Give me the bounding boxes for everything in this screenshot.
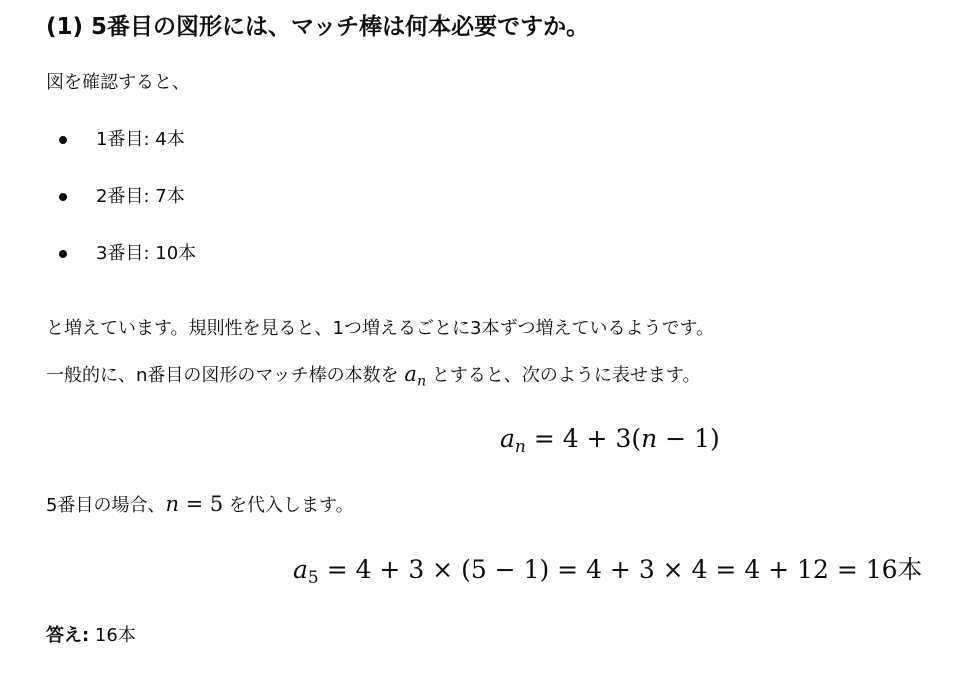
intro-text: 図を確認すると、: [46, 72, 190, 93]
answer-value: 16本: [89, 625, 136, 646]
specific-formula: $a_5 = 4 + 3 \times (5 - 1) = 4 + 3 \times 4 = 4 + 12 = 16$本: [293, 555, 923, 589]
substitution-text-post: を代入します。: [229, 495, 354, 516]
bullet-dot-icon: [59, 193, 67, 201]
bullet-dot-icon: [59, 136, 67, 144]
general-term-description: [46, 361, 700, 389]
list-item-text: 1番目: 4本: [96, 129, 185, 150]
pattern-description: と増えています。規則性を見ると、1つ増えるごとに3本ずつ増えているようです。: [46, 318, 715, 339]
general-term-text-pre: 一般的に、n番目の図形のマッチ棒の本数を: [46, 365, 399, 386]
answer-label: 答え:: [46, 625, 90, 646]
question-heading: (1) 5番目の図形には、マッチ棒は何本必要ですか。: [46, 14, 590, 40]
substitution-text-pre: 5番目の場合、: [46, 495, 166, 516]
list-item-text: 3番目: 10本: [96, 243, 197, 264]
bullet-dot-icon: [59, 250, 67, 258]
general-term-text-post: とすると、次のように表せます。: [431, 365, 701, 386]
general-formula: $a_n = 4 + 3(n - 1)$: [500, 424, 720, 458]
list-item-text: 2番目: 7本: [96, 186, 185, 207]
answer-line: [46, 622, 136, 650]
substitution-description: 5番目の場合、n = 5 を代入します。: [46, 492, 354, 516]
inline-math-var: $a_n$: [404, 362, 427, 390]
